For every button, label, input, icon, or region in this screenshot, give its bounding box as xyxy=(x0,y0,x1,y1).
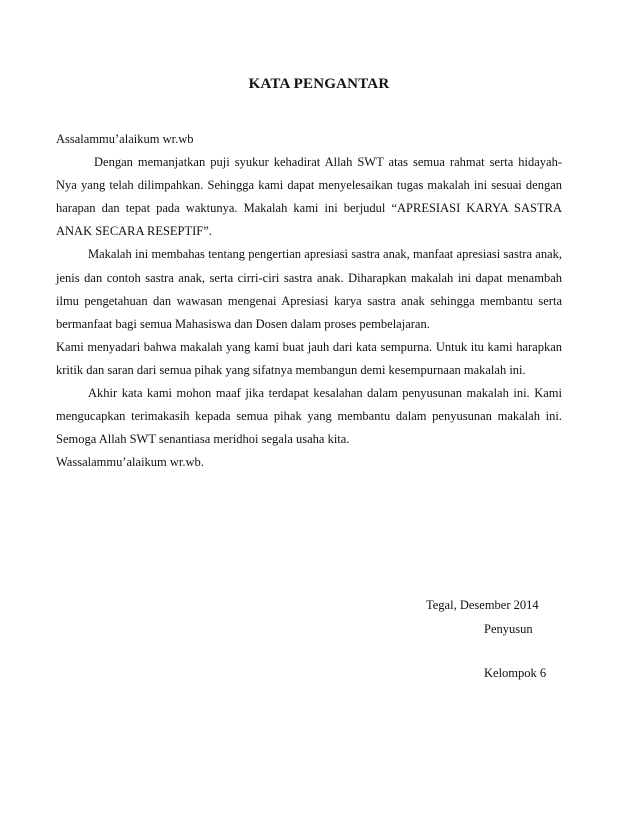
document-body xyxy=(56,128,562,474)
paragraph-4-line-2: mengucapkan terimakasih kepada semua pihak yang membantu dalam penyusunan makalah ini. xyxy=(56,409,562,424)
page-title: KATA PENGANTAR xyxy=(248,76,390,92)
closing-line: Wassalammu’alaikum wr.wb. xyxy=(56,455,204,470)
paragraph-3-line-1: Kami menyadari bahwa makalah yang kami buat jauh dari kata sempurna. Untuk itu kami harapkan xyxy=(56,339,562,354)
paragraph-2-line-4: bermanfaat bagi semua Mahasiswa dan Dosen dalam proses pembelajaran. xyxy=(56,316,430,331)
paragraph-1-line-3: harapan dan tepat pada waktunya. Makalah kami ini berjudul “APRESIASI KARYA SASTRA xyxy=(56,201,562,216)
paragraph-2-line-3: ilmu pengetahuan dan wawasan mengenai Apresiasi karya sastra anak sehingga membantu serta xyxy=(56,293,562,308)
paragraph-4-line-1: Akhir kata kami mohon maaf jika terdapat kesalahan dalam penyusunan makalah ini. Kami xyxy=(88,386,562,401)
signature-role: Penyusun xyxy=(484,622,533,636)
paragraph-1-line-4: ANAK SECARA RESEPTIF”. xyxy=(56,224,212,239)
signature-group: Kelompok 6 xyxy=(484,666,547,680)
paragraph-4-line-3: Semoga Allah SWT senantiasa meridhoi segala usaha kita. xyxy=(56,432,350,447)
paragraph-1-line-1: Dengan memanjatkan puji syukur kehadirat Allah SWT atas semua rahmat serta hidayah- xyxy=(94,155,562,170)
signature-place-date: Tegal, Desember 2014 xyxy=(426,598,539,612)
paragraph-1-line-2: Nya yang telah dilimpahkan. Sehingga kami dapat menyelesaikan tugas makalah ini sesuai dengan xyxy=(56,178,562,193)
paragraph-3-line-2: kritik dan saran dari semua pihak yang sifatnya membangun demi kesempurnaan makalah ini. xyxy=(56,362,526,377)
paragraph-2-line-1: Makalah ini membahas tentang pengertian apresiasi sastra anak, manfaat apresiasi sastra anak, xyxy=(88,247,562,262)
greeting-line: Assalammu’alaikum wr.wb xyxy=(56,132,194,146)
paragraph-2-line-2: jenis dan contoh sastra anak, serta cirri-ciri sastra anak. Diharapkan makalah ini dapat menambah xyxy=(56,270,562,285)
